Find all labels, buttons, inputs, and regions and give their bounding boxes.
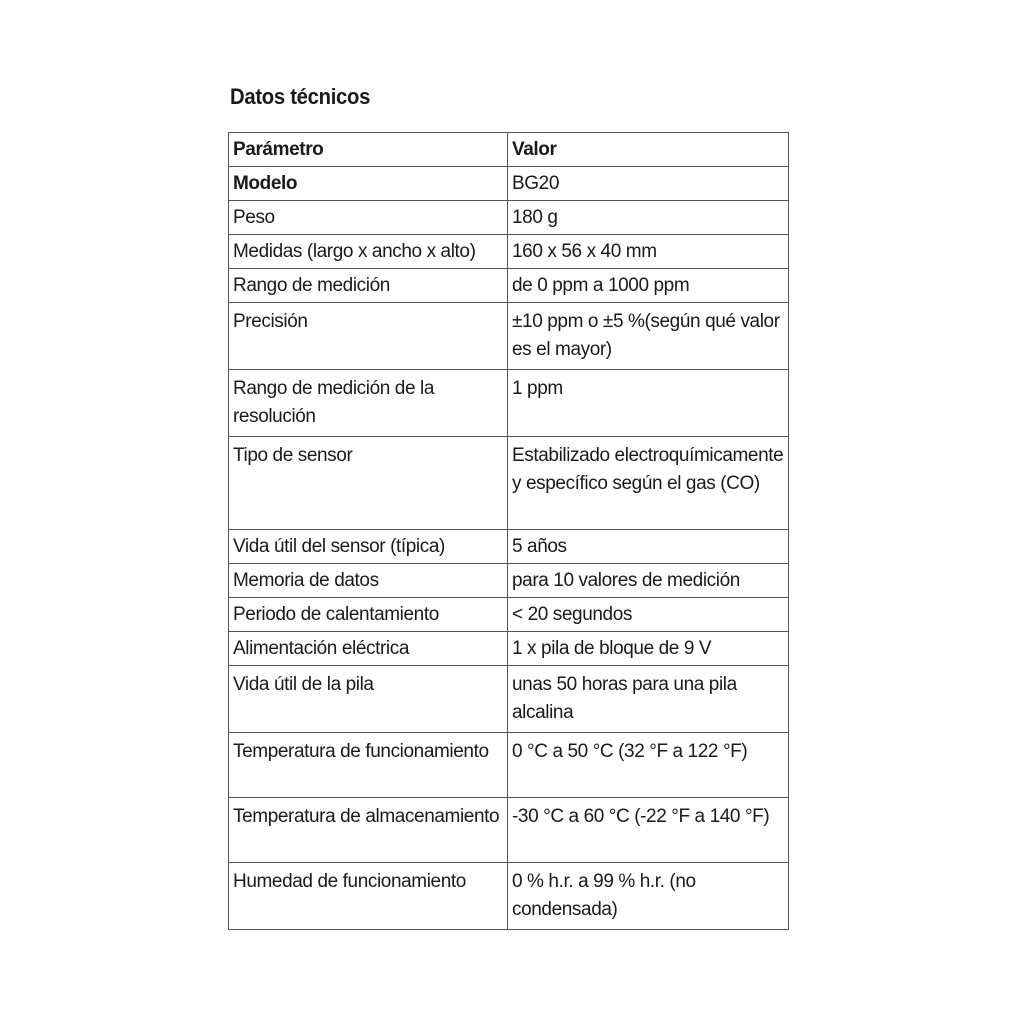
value-cell: de 0 ppm a 1000 ppm [508, 269, 789, 303]
param-cell: Precisión [229, 303, 508, 370]
param-cell: Temperatura de almacenamiento [229, 798, 508, 863]
table-row [229, 370, 789, 437]
param-cell: Humedad de funcionamiento [229, 863, 508, 930]
value-cell: BG20 [508, 167, 789, 201]
spec-table [228, 132, 789, 930]
table-row [229, 564, 789, 598]
param-cell: Vida útil de la pila [229, 666, 508, 733]
param-cell: Periodo de calentamiento [229, 598, 508, 632]
table-row [229, 530, 789, 564]
value-cell: 1 x pila de bloque de 9 V [508, 632, 789, 666]
value-cell: 180 g [508, 201, 789, 235]
table-row [229, 598, 789, 632]
value-cell: Estabilizado electroquímicamente y específico según el gas (CO) [508, 437, 789, 530]
value-cell: unas 50 horas para una pila alcalina [508, 666, 789, 733]
value-cell: 1 ppm [508, 370, 789, 437]
table-row [229, 167, 789, 201]
param-cell: Tipo de sensor [229, 437, 508, 530]
param-cell: Rango de medición de la resolución [229, 370, 508, 437]
value-cell: -30 °C a 60 °C (-22 °F a 140 °F) [508, 798, 789, 863]
value-cell: para 10 valores de medición [508, 564, 789, 598]
page-title: Datos técnicos [230, 84, 371, 109]
table-row [229, 235, 789, 269]
table-row [229, 863, 789, 930]
param-cell: Peso [229, 201, 508, 235]
value-cell: ±10 ppm o ±5 %(según qué valor es el mayor) [508, 303, 789, 370]
value-cell: 0 % h.r. a 99 % h.r. (no condensada) [508, 863, 789, 930]
value-cell: < 20 segundos [508, 598, 789, 632]
header-parameter: Parámetro [229, 133, 508, 167]
param-cell: Memoria de datos [229, 564, 508, 598]
param-cell: Alimentación eléctrica [229, 632, 508, 666]
table-row [229, 303, 789, 370]
table-row [229, 269, 789, 303]
value-cell: 0 °C a 50 °C (32 °F a 122 °F) [508, 733, 789, 798]
table-header-row [229, 133, 789, 167]
param-cell: Rango de medición [229, 269, 508, 303]
table-row [229, 733, 789, 798]
table-row [229, 632, 789, 666]
param-cell: Temperatura de funcionamiento [229, 733, 508, 798]
table-row [229, 666, 789, 733]
value-cell: 5 años [508, 530, 789, 564]
table-row [229, 437, 789, 530]
table-row [229, 201, 789, 235]
table-row [229, 798, 789, 863]
header-value: Valor [508, 133, 789, 167]
param-cell: Vida útil del sensor (típica) [229, 530, 508, 564]
param-cell: Medidas (largo x ancho x alto) [229, 235, 508, 269]
value-cell: 160 x 56 x 40 mm [508, 235, 789, 269]
param-cell: Modelo [229, 167, 508, 201]
